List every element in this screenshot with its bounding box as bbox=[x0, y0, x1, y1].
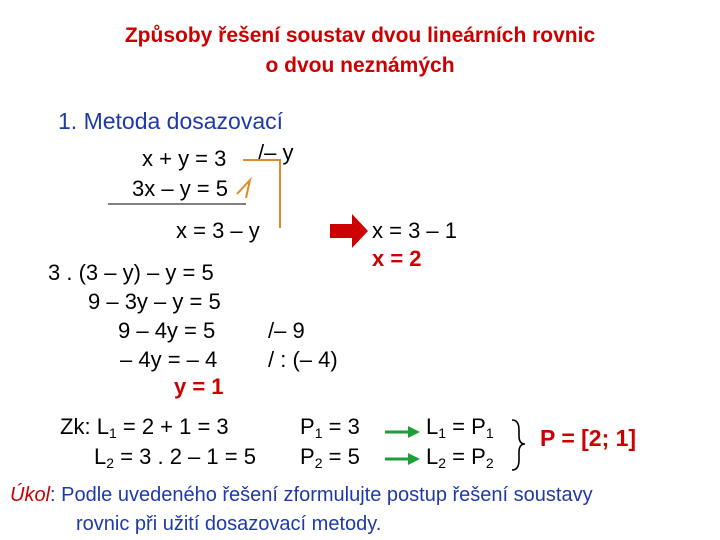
page-title-line1: Způsoby řešení soustav dvou lineárních rovnic bbox=[124, 24, 596, 47]
task-text-1: : Podle uvedeného řešení zformulujte postup řešení soustavy bbox=[50, 484, 593, 506]
x-result: x = 2 bbox=[372, 246, 422, 271]
equation-1: x + y = 3 bbox=[142, 146, 227, 171]
y-result: y = 1 bbox=[174, 374, 224, 399]
bracket-tick bbox=[237, 180, 250, 198]
equation-2: 3x – y = 5 bbox=[132, 176, 229, 201]
substitution-line-4-operation: / : (– 4) bbox=[268, 347, 338, 372]
check-row-2-left: $L_2 = 3$ . 2 – 1 = 5 bbox=[94, 444, 256, 471]
page-title-line2: o dvou neznámých bbox=[265, 54, 455, 77]
method-heading: 1. Metoda dosazovací bbox=[58, 108, 284, 134]
expressed-x: x = 3 – y bbox=[176, 218, 260, 243]
red-arrow-icon bbox=[330, 214, 368, 248]
substitution-line-3-operation: /– 9 bbox=[268, 318, 305, 343]
check-compare-1: $L_1 = P_1$ bbox=[426, 414, 494, 441]
curly-brace-icon bbox=[512, 420, 525, 470]
task-line-2: rovnic při užití dosazovací metody. bbox=[76, 513, 382, 535]
green-arrow-2-head bbox=[408, 453, 420, 465]
equation-1-operation: /– y bbox=[258, 140, 294, 165]
green-arrow-1-head bbox=[408, 426, 420, 438]
solution: P = [2; 1] bbox=[540, 425, 637, 451]
task-label: Úkol bbox=[10, 484, 51, 506]
check-l2-value: = 3 . 2 – 1 = 5 bbox=[120, 444, 256, 469]
substitution-line-2: 9 – 3y – y = 5 bbox=[88, 289, 221, 314]
check-l-label: L bbox=[96, 414, 109, 439]
substitution-line-1: 3 . (3 – y) – y = 5 bbox=[48, 260, 214, 285]
x-result-step: x = 3 – 1 bbox=[372, 218, 458, 243]
check-p2: $P_2 = 5$ bbox=[300, 444, 360, 471]
check-row-1-left: Zk: $L_1 = 2 + 1 = 3$ bbox=[60, 414, 229, 441]
check-p1: $P_1 = 3$ bbox=[300, 414, 360, 441]
substitution-line-3: 9 – 4y = 5 bbox=[118, 318, 216, 343]
task-line-1 bbox=[10, 484, 593, 507]
substitution-line-4: – 4y = – 4 bbox=[120, 347, 218, 372]
check-l1-value: = 2 + 1 = 3 bbox=[122, 414, 229, 439]
check-prefix: Zk: bbox=[60, 414, 91, 439]
check-compare-2: $L_2 = P_2$ bbox=[426, 444, 494, 471]
